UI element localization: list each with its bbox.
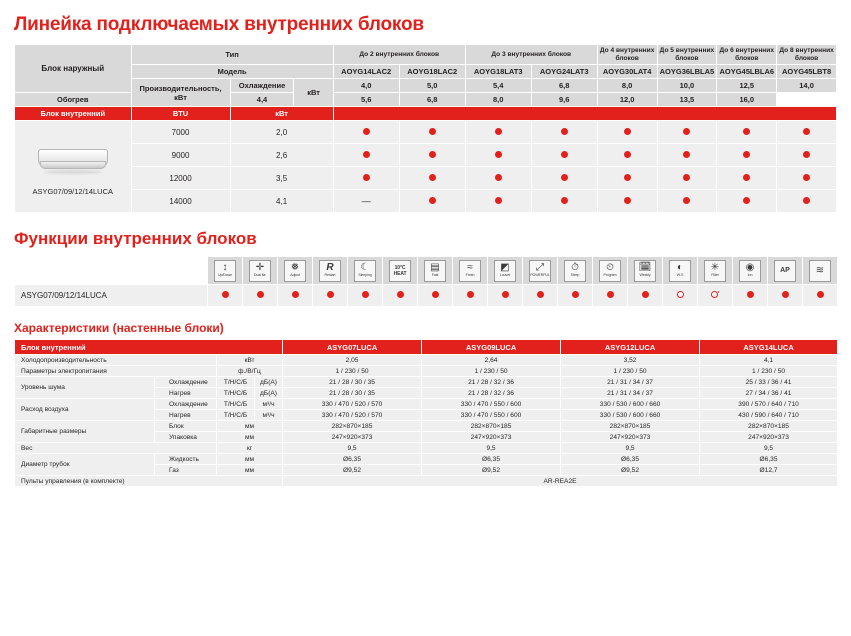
availability-dot xyxy=(429,151,436,158)
cooling-value-6: 12,5 xyxy=(717,79,777,93)
availability-dot xyxy=(561,197,568,204)
indoor-units-lineup-table xyxy=(14,44,837,213)
table1-group-header-row xyxy=(15,45,837,65)
model-3: AOYG24LAT3 xyxy=(531,65,597,79)
cooling-value-4: 8,0 xyxy=(597,79,657,93)
spec-unit: Т/Н/С/Б xyxy=(217,388,255,399)
spec-value: 21 / 28 / 30 / 35 xyxy=(283,388,422,399)
mark-cell xyxy=(597,144,657,167)
up-down-airflow-icon: ↕ Up/Down xyxy=(208,257,243,285)
heating-value-2: 6,8 xyxy=(399,93,465,107)
mark-cell xyxy=(465,144,531,167)
btu-value: 14000 xyxy=(131,190,230,213)
btu-value: 12000 xyxy=(131,167,230,190)
availability-dot xyxy=(803,174,810,181)
spec-value: 282×870×185 xyxy=(561,421,700,432)
model-1: AOYG18LAC2 xyxy=(399,65,465,79)
spec-sublabel: Упаковка xyxy=(155,432,217,443)
mark-cell xyxy=(399,144,465,167)
spec-unit: Т/Н/С/Б xyxy=(217,399,255,410)
availability-dot xyxy=(743,128,750,135)
spec-value: 9,5 xyxy=(283,443,422,454)
mark-cell xyxy=(531,121,597,144)
availability-dot xyxy=(683,174,690,181)
availability-dot xyxy=(495,128,502,135)
availability-dot xyxy=(803,197,810,204)
spec-value: Ø9,52 xyxy=(561,465,700,476)
mark-cell xyxy=(717,167,777,190)
function-mark xyxy=(593,285,628,307)
functions-title: Функции внутренних блоков xyxy=(14,229,257,249)
document-page xyxy=(0,14,851,636)
sleep-mode-icon: ☾ Sleeping xyxy=(348,257,383,285)
spec-value: 3,52 xyxy=(561,355,700,366)
cooling-value-1: 5,0 xyxy=(399,79,465,93)
outdoor-unit-header: Блок наружный xyxy=(15,45,132,93)
spec-row-airflow-cooling xyxy=(15,399,838,410)
spec-unit: ф./В/Гц xyxy=(217,366,283,377)
mark-cell xyxy=(717,190,777,213)
spec-value: 4,1 xyxy=(700,355,838,366)
functions-icon-row xyxy=(15,257,838,285)
spec-unit: Т/Н/С/Б xyxy=(217,410,255,421)
mark-cell xyxy=(465,121,531,144)
availability-dot xyxy=(743,197,750,204)
availability-dot xyxy=(803,151,810,158)
fresh-air-icon: ≈ Fresh xyxy=(453,257,488,285)
spec-unit: мм xyxy=(217,421,283,432)
availability-dot xyxy=(561,151,568,158)
availability-dot xyxy=(363,128,370,135)
table1-cooling-row xyxy=(15,79,837,93)
mark-cell xyxy=(657,190,717,213)
availability-dot xyxy=(743,174,750,181)
spec-sublabel: Блок xyxy=(155,421,217,432)
availability-dot xyxy=(683,151,690,158)
remote-value: AR-REA2E xyxy=(283,476,838,487)
restart-icon: R Restart xyxy=(313,257,348,285)
air-purify-icon: AP xyxy=(768,257,803,285)
spec-value: 247×920×373 xyxy=(561,432,700,443)
table1-indoor-header-row xyxy=(15,107,837,121)
group-header-2: До 4 внутренних блоков xyxy=(597,45,657,65)
spec-value: 21 / 28 / 30 / 35 xyxy=(283,377,422,388)
availability-dot xyxy=(363,174,370,181)
mark-cell xyxy=(777,144,837,167)
mark-cell xyxy=(399,190,465,213)
table-row xyxy=(15,144,837,167)
heating-value-4: 9,6 xyxy=(531,93,597,107)
heating-value-5: 12,0 xyxy=(597,93,657,107)
availability-dot xyxy=(624,174,631,181)
spec-value: 1 / 230 / 50 xyxy=(561,366,700,377)
spec-value: 21 / 28 / 32 / 36 xyxy=(422,388,561,399)
spec-unit: мм xyxy=(217,454,283,465)
spec-value: 330 / 470 / 520 / 570 xyxy=(283,410,422,421)
spec-value: 1 / 230 / 50 xyxy=(283,366,422,377)
spec-value: 9,5 xyxy=(422,443,561,454)
group-header-4: До 6 внутренних блоков xyxy=(717,45,777,65)
availability-dot xyxy=(495,151,502,158)
mark-cell xyxy=(777,167,837,190)
spec-unit: кг xyxy=(217,443,283,454)
w-s-icon: ◐ W-S xyxy=(663,257,698,285)
spec-value: 330 / 530 / 600 / 660 xyxy=(561,399,700,410)
specs-model-2: ASYG12LUCA xyxy=(561,340,700,355)
kw-value: 3,5 xyxy=(230,167,333,190)
function-mark xyxy=(208,285,243,307)
specs-model-0: ASYG07LUCA xyxy=(283,340,422,355)
model-5: AOYG36LBLA5 xyxy=(657,65,717,79)
heating-value-3: 8,0 xyxy=(465,93,531,107)
group-header-1: До 3 внутренних блоков xyxy=(465,45,597,65)
spec-value: 1 / 230 / 50 xyxy=(700,366,838,377)
specifications-table xyxy=(14,339,838,487)
cooling-label: Охлаждение xyxy=(230,79,294,93)
mark-cell xyxy=(465,190,531,213)
spec-value: 9,5 xyxy=(700,443,838,454)
function-mark xyxy=(243,285,278,307)
spec-label: Габаритные размеры xyxy=(15,421,155,443)
spec-label: Вес xyxy=(15,443,217,454)
spec-value: 2,05 xyxy=(283,355,422,366)
mark-cell xyxy=(399,121,465,144)
function-mark xyxy=(278,285,313,307)
functions-value-row xyxy=(15,285,838,307)
mark-cell xyxy=(531,167,597,190)
mark-cell xyxy=(657,167,717,190)
spec-value: 282×870×185 xyxy=(422,421,561,432)
spec-row-power-supply xyxy=(15,366,838,377)
filter-icon: ✳ Filter xyxy=(698,257,733,285)
spec-value: 247×920×373 xyxy=(283,432,422,443)
group-header-0: До 2 внутренних блоков xyxy=(333,45,465,65)
mark-cell xyxy=(399,167,465,190)
spec-value: 330 / 530 / 600 / 660 xyxy=(561,410,700,421)
mark-cell xyxy=(657,144,717,167)
availability-dot xyxy=(429,174,436,181)
powerful-icon: ⤢ POWERFUL xyxy=(523,257,558,285)
function-mark xyxy=(663,285,698,307)
spec-unit2: м³/ч xyxy=(255,410,283,421)
functions-model-label: ASYG07/09/12/14LUCA xyxy=(15,285,208,307)
function-mark xyxy=(488,285,523,307)
group-header-3: До 5 внутренних блоков xyxy=(657,45,717,65)
spec-value: Ø12,7 xyxy=(700,465,838,476)
spec-label: Диаметр трубок xyxy=(15,454,155,476)
spec-row-dimensions-unit xyxy=(15,421,838,432)
spec-value: 247×920×373 xyxy=(422,432,561,443)
cooling-value-3: 6,8 xyxy=(531,79,597,93)
kw-value: 2,0 xyxy=(230,121,333,144)
spec-label: Уровень шума xyxy=(15,377,155,399)
group-header-5: До 8 внутренних блоков xyxy=(777,45,837,65)
spec-value: 1 / 230 / 50 xyxy=(422,366,561,377)
availability-dot xyxy=(683,128,690,135)
spec-sublabel: Газ xyxy=(155,465,217,476)
availability-dot xyxy=(495,197,502,204)
model-7: AOYG45LBT8 xyxy=(777,65,837,79)
spec-row-weight xyxy=(15,443,838,454)
functions-corner xyxy=(15,257,208,285)
product-name: ASYG07/09/12/14LUCA xyxy=(32,187,113,197)
availability-dot xyxy=(429,197,436,204)
mark-cell xyxy=(333,144,399,167)
ten-degree-heat-icon: 10°C HEAT xyxy=(383,257,418,285)
model-2: AOYG18LAT3 xyxy=(465,65,531,79)
spec-label: Расход воздуха xyxy=(15,399,155,421)
availability-dot xyxy=(561,128,568,135)
capacity-unit: кВт xyxy=(294,79,333,107)
spec-sublabel: Нагрев xyxy=(155,410,217,421)
availability-dot xyxy=(624,151,631,158)
heating-value-7: 16,0 xyxy=(717,93,777,107)
function-mark xyxy=(418,285,453,307)
mark-cell xyxy=(597,121,657,144)
heating-label: Обогрев xyxy=(15,93,132,107)
mark-cell: — xyxy=(333,190,399,213)
indoor-unit-header: Блок внутренний xyxy=(15,107,132,121)
spec-unit: мм xyxy=(217,432,283,443)
mark-cell xyxy=(531,144,597,167)
indoor-functions-table xyxy=(14,256,838,307)
availability-dot xyxy=(624,197,631,204)
spec-value: 330 / 470 / 520 / 570 xyxy=(283,399,422,410)
spec-row-cooling-capacity xyxy=(15,355,838,366)
availability-dot xyxy=(363,151,370,158)
ion-icon: ◉ Ion xyxy=(733,257,768,285)
model-6: AOYG45LBLA6 xyxy=(717,65,777,79)
availability-dot xyxy=(624,128,631,135)
dual-flap-icon: ✛ Dual fla. xyxy=(243,257,278,285)
function-mark xyxy=(803,285,838,307)
spec-value: Ø6,35 xyxy=(561,454,700,465)
table-row xyxy=(15,190,837,213)
mark-cell xyxy=(657,121,717,144)
spec-value: 25 / 33 / 36 / 41 xyxy=(700,377,838,388)
spec-value: 282×870×185 xyxy=(700,421,838,432)
availability-dot xyxy=(743,151,750,158)
remote-label: Пульты управления (в комплекте) xyxy=(15,476,283,487)
spec-value: 430 / 590 / 640 / 710 xyxy=(700,410,838,421)
spec-label: Параметры электропитания xyxy=(15,366,217,377)
btu-header: BTU xyxy=(131,107,230,121)
louver-icon: ◩ Louver xyxy=(488,257,523,285)
spec-value: 9,5 xyxy=(561,443,700,454)
spec-label: Холодопроизводительность xyxy=(15,355,217,366)
spec-unit: мм xyxy=(217,465,283,476)
model-header: Модель xyxy=(131,65,333,79)
mark-cell xyxy=(333,167,399,190)
specs-model-3: ASYG14LUCA xyxy=(700,340,838,355)
model-0: AOYG14LAC2 xyxy=(333,65,399,79)
capacity-header: Производительность, кВт xyxy=(131,79,230,107)
table1-model-row xyxy=(15,65,837,79)
mark-cell xyxy=(777,121,837,144)
btu-value: 9000 xyxy=(131,144,230,167)
table-row xyxy=(15,167,837,190)
spec-value: 390 / 570 / 640 / 710 xyxy=(700,399,838,410)
spec-value: 27 / 34 / 36 / 41 xyxy=(700,388,838,399)
spec-unit2: дБ(А) xyxy=(255,388,283,399)
specs-header-label: Блок внутренний xyxy=(15,340,283,355)
specs-title: Характеристики (настенные блоки) xyxy=(14,321,224,336)
mark-cell xyxy=(333,121,399,144)
spec-value: Ø6,35 xyxy=(700,454,838,465)
spec-row-remote-control xyxy=(15,476,838,487)
availability-dot xyxy=(803,128,810,135)
specs-header-row xyxy=(15,340,838,355)
spec-value: 330 / 470 / 550 / 600 xyxy=(422,399,561,410)
heating-value-6: 13,5 xyxy=(657,93,717,107)
fast-cool-icon: ▤ Fast xyxy=(418,257,453,285)
mark-cell xyxy=(717,121,777,144)
type-header: Тип xyxy=(131,45,333,65)
availability-dot xyxy=(495,174,502,181)
function-mark xyxy=(383,285,418,307)
cooling-value-2: 5,4 xyxy=(465,79,531,93)
spec-value: 21 / 31 / 34 / 37 xyxy=(561,377,700,388)
function-mark xyxy=(733,285,768,307)
spec-unit2: м³/ч xyxy=(255,399,283,410)
function-mark xyxy=(453,285,488,307)
kw-value: 2,6 xyxy=(230,144,333,167)
spec-value: Ø6,35 xyxy=(283,454,422,465)
mark-cell xyxy=(597,167,657,190)
spec-value: 21 / 28 / 32 / 36 xyxy=(422,377,561,388)
spec-unit: Т/Н/С/Б xyxy=(217,377,255,388)
cooling-value-0: 4,0 xyxy=(333,79,399,93)
function-mark xyxy=(523,285,558,307)
spec-value: 2,64 xyxy=(422,355,561,366)
spec-value: 282×870×185 xyxy=(283,421,422,432)
function-mark xyxy=(348,285,383,307)
btu-value: 7000 xyxy=(131,121,230,144)
function-mark xyxy=(768,285,803,307)
mark-cell xyxy=(465,167,531,190)
indoor-header-filler xyxy=(333,107,836,121)
mark-cell xyxy=(531,190,597,213)
kw-value: 4,1 xyxy=(230,190,333,213)
cooling-value-7: 14,0 xyxy=(777,79,837,93)
specs-model-1: ASYG09LUCA xyxy=(422,340,561,355)
function-mark xyxy=(628,285,663,307)
weekly-timer-icon: 🗓 Weekly xyxy=(628,257,663,285)
spec-unit2: дБ(А) xyxy=(255,377,283,388)
availability-dot xyxy=(561,174,568,181)
availability-dot xyxy=(429,128,436,135)
heating-value-1: 5,6 xyxy=(333,93,399,107)
spec-sublabel: Нагрев xyxy=(155,388,217,399)
spec-sublabel: Охлаждение xyxy=(155,399,217,410)
kw-header: кВт xyxy=(230,107,333,121)
heating-value-0: 4,4 xyxy=(230,93,294,107)
sleep-timer-icon: ⏱ Sleep xyxy=(558,257,593,285)
cooling-value-5: 10,0 xyxy=(657,79,717,93)
program-timer-icon: ⏲ Program xyxy=(593,257,628,285)
availability-dot xyxy=(683,197,690,204)
function-mark: * xyxy=(698,285,733,307)
product-cell xyxy=(15,121,132,213)
spec-value: 21 / 31 / 34 / 37 xyxy=(561,388,700,399)
spec-value: 330 / 470 / 550 / 600 xyxy=(422,410,561,421)
table-row xyxy=(15,121,837,144)
airflow-wave-icon: ≋ xyxy=(803,257,838,285)
mark-cell xyxy=(717,144,777,167)
spec-row-noise-cooling xyxy=(15,377,838,388)
adjust-icon: ❅ Adjust xyxy=(278,257,313,285)
spec-value: 247×920×373 xyxy=(700,432,838,443)
spec-sublabel: Жидкость xyxy=(155,454,217,465)
spec-value: Ø9,52 xyxy=(283,465,422,476)
spec-sublabel: Охлаждение xyxy=(155,377,217,388)
spec-value: Ø6,35 xyxy=(422,454,561,465)
mark-cell xyxy=(597,190,657,213)
spec-row-pipe-liquid xyxy=(15,454,838,465)
page-title: Линейка подключаемых внутренних блоков xyxy=(14,14,424,35)
indoor-unit-image xyxy=(30,139,116,185)
spec-unit: кВт xyxy=(217,355,283,366)
function-mark xyxy=(313,285,348,307)
model-4: AOYG30LAT4 xyxy=(597,65,657,79)
spec-value: Ø9,52 xyxy=(422,465,561,476)
function-mark xyxy=(558,285,593,307)
mark-cell xyxy=(777,190,837,213)
